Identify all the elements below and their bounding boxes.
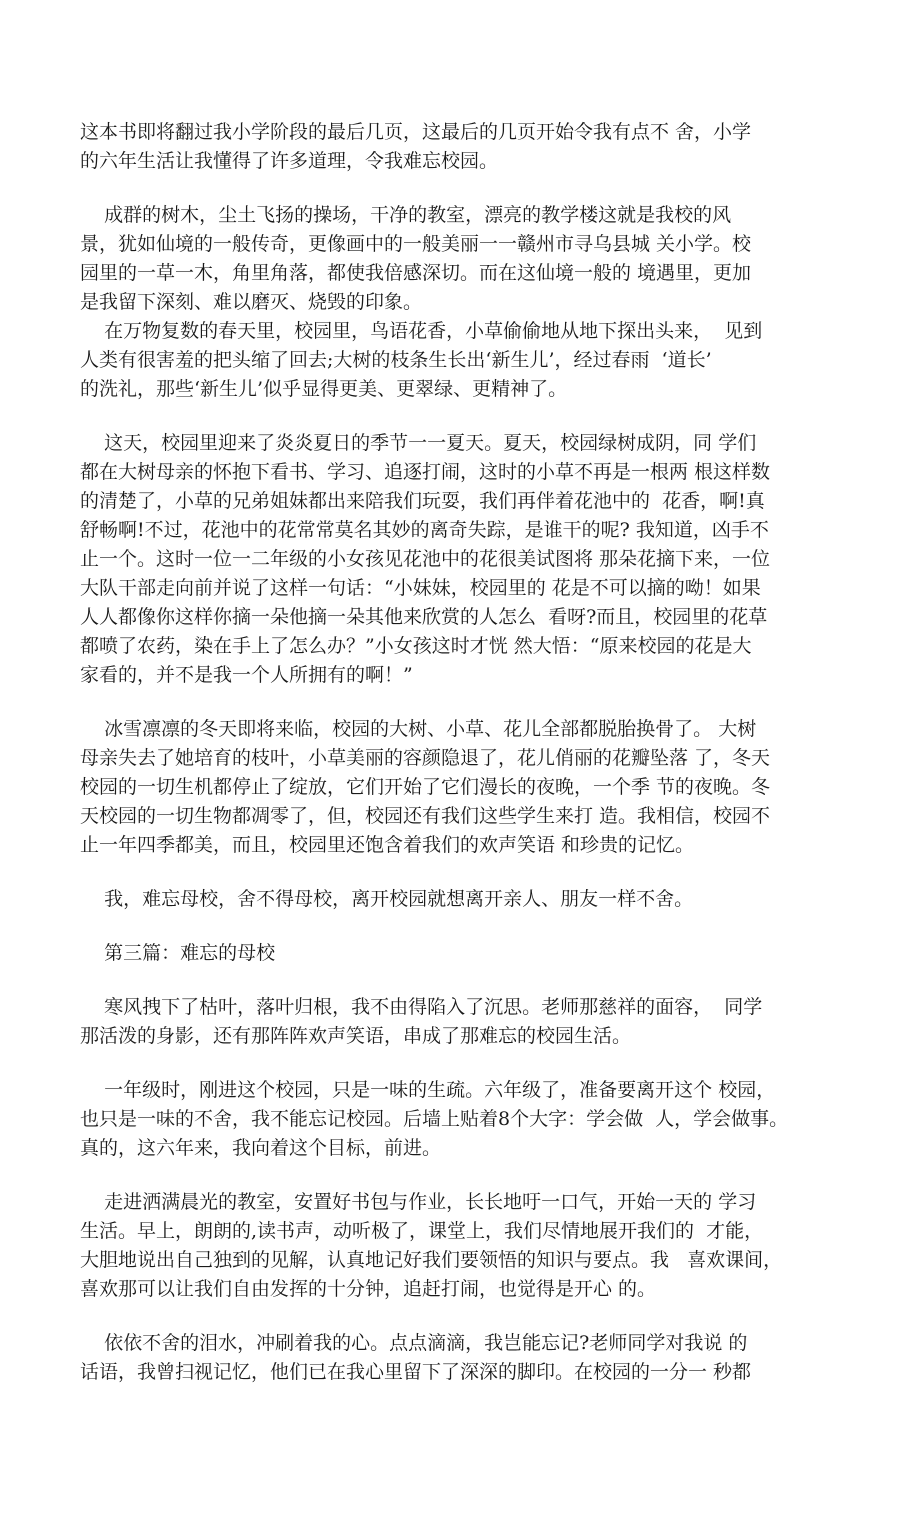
text-line: 真的，这六年来，我向着这个目标，前进。 xyxy=(80,1137,442,1159)
text-line: 喜欢那可以让我们自由发挥的十分钟，追赶打闹，也觉得是开心 的。 xyxy=(80,1278,657,1300)
text-line: 是我留下深刻、难以磨灭、烧毁的印象。 xyxy=(80,291,423,313)
text-line: 大队干部走向前并说了这样一句话：“小妹妹，校园里的 花是不可以摘的呦！如果 xyxy=(80,577,761,599)
text-line: 大胆地说出自己独到的见解，认真地记好我们要领悟的知识与要点。我 喜欢课间， xyxy=(80,1249,783,1271)
text-line: 的六年生活让我懂得了许多道理，令我难忘校园。 xyxy=(80,150,499,172)
text-line: 这天，校园里迎来了炎炎夏日的季节一一夏天。夏天，校园绿树成阴，同 学们 xyxy=(80,432,757,454)
text-line: 家看的，并不是我一个人所拥有的啊！” xyxy=(80,664,413,686)
text-line: 话语，我曾扫视记忆，他们已在我心里留下了深深的脚印。在校园的一分一 秒都 xyxy=(80,1361,752,1383)
text-line: 我，难忘母校，舍不得母校，离开校园就想离开亲人、朋友一样不舍。 xyxy=(80,888,694,910)
text-line: 都在大树母亲的怀抱下看书、学习、追逐打闹，这时的小草不再是一根两 根这样数 xyxy=(80,461,771,483)
text-line: 一年级时，刚进这个校园，只是一味的生疏。六年级了，准备要离开这个 校园， xyxy=(80,1079,776,1101)
text-line: 校园的一切生机都停止了绽放，它们开始了它们漫长的夜晚，一个季 节的夜晚。冬 xyxy=(80,776,771,798)
text-line: 人人都像你这样你摘一朵他摘一朵其他来欣赏的人怎么 看呀?而且，校园里的花草 xyxy=(80,606,768,628)
text-line: 这本书即将翻过我小学阶段的最后几页，这最后的几页开始令我有点不 舍，小学 xyxy=(80,121,752,143)
text-line: 依依不舍的泪水，冲刷着我的心。点点滴滴，我岂能忘记?老师同学对我说 的 xyxy=(80,1332,748,1354)
text-line: 都喷了农药，染在手上了怎么办？”小女孩这时才恍 然大悟：“原来校园的花是大 xyxy=(80,635,752,657)
text-line: 走进洒满晨光的教室，安置好书包与作业，长长地吁一口气，开始一天的 学习 xyxy=(80,1191,757,1213)
text-line: 舒畅啊!不过，花池中的花常常莫名其妙的离奇失踪，是谁干的呢? 我知道，凶手不 xyxy=(80,519,769,541)
text-line: 止一年四季都美，而且，校园里还饱含着我们的欢声笑语 和珍贵的记忆。 xyxy=(80,834,695,856)
text-line: 人类有很害羞的把头缩了回去;大树的枝条生长出‘新生儿’，经过春雨 ‘道长’ xyxy=(80,349,712,371)
text-line: 生活。早上，朗朗的,读书声，动听极了，课堂上，我们尽情地展开我们的 才能， xyxy=(80,1220,764,1242)
text-line: 景，犹如仙境的一般传奇，更像画中的一般美丽一一赣州市寻乌县城 关小学。校 xyxy=(80,233,752,255)
text-line: 母亲失去了她培育的枝叶，小草美丽的容颜隐退了，花儿俏丽的花瓣坠落 了，冬天 xyxy=(80,747,771,769)
text-line: 也只是一味的不舍，我不能忘记校园。后墙上贴着8个大字：学会做 人，学会做事。 xyxy=(80,1108,789,1130)
text-line: 的清楚了，小草的兄弟姐妹都出来陪我们玩耍，我们再伴着花池中的 花香，啊!真 xyxy=(80,490,765,512)
text-line: 止一个。这时一位一二年级的小女孩见花池中的花很美试图将 那朵花摘下来，一位 xyxy=(80,548,771,570)
text-line: 天校园的一切生物都凋零了，但，校园还有我们这些学生来打 造。我相信，校园不 xyxy=(80,805,771,827)
text-line: 冰雪凛凛的冬天即将来临，校园的大树、小草、花儿全部都脱胎换骨了。 大树 xyxy=(80,718,757,740)
text-line: 成群的树木，尘土飞扬的操场，干净的教室，漂亮的教学楼这就是我校的风 xyxy=(80,204,732,226)
text-line: 那活泼的身影，还有那阵阵欢声笑语，串成了那难忘的校园生活。 xyxy=(80,1025,632,1047)
text-line: 寒风拽下了枯叶，落叶归根，我不由得陷入了沉思。老师那慈祥的面容， 同学 xyxy=(80,996,763,1018)
text-line: 在万物复数的春天里，校园里，鸟语花香，小草偷偷地从地下探出头来， 见到 xyxy=(80,320,763,342)
text-line: 园里的一草一木，角里角落，都使我倍感深切。而在这仙境一般的 境遇里，更加 xyxy=(80,262,752,284)
section-heading: 第三篇：难忘的母校 xyxy=(80,942,276,964)
text-line: 的洗礼，那些‘新生儿’似乎显得更美、更翠绿、更精神了。 xyxy=(80,378,568,400)
